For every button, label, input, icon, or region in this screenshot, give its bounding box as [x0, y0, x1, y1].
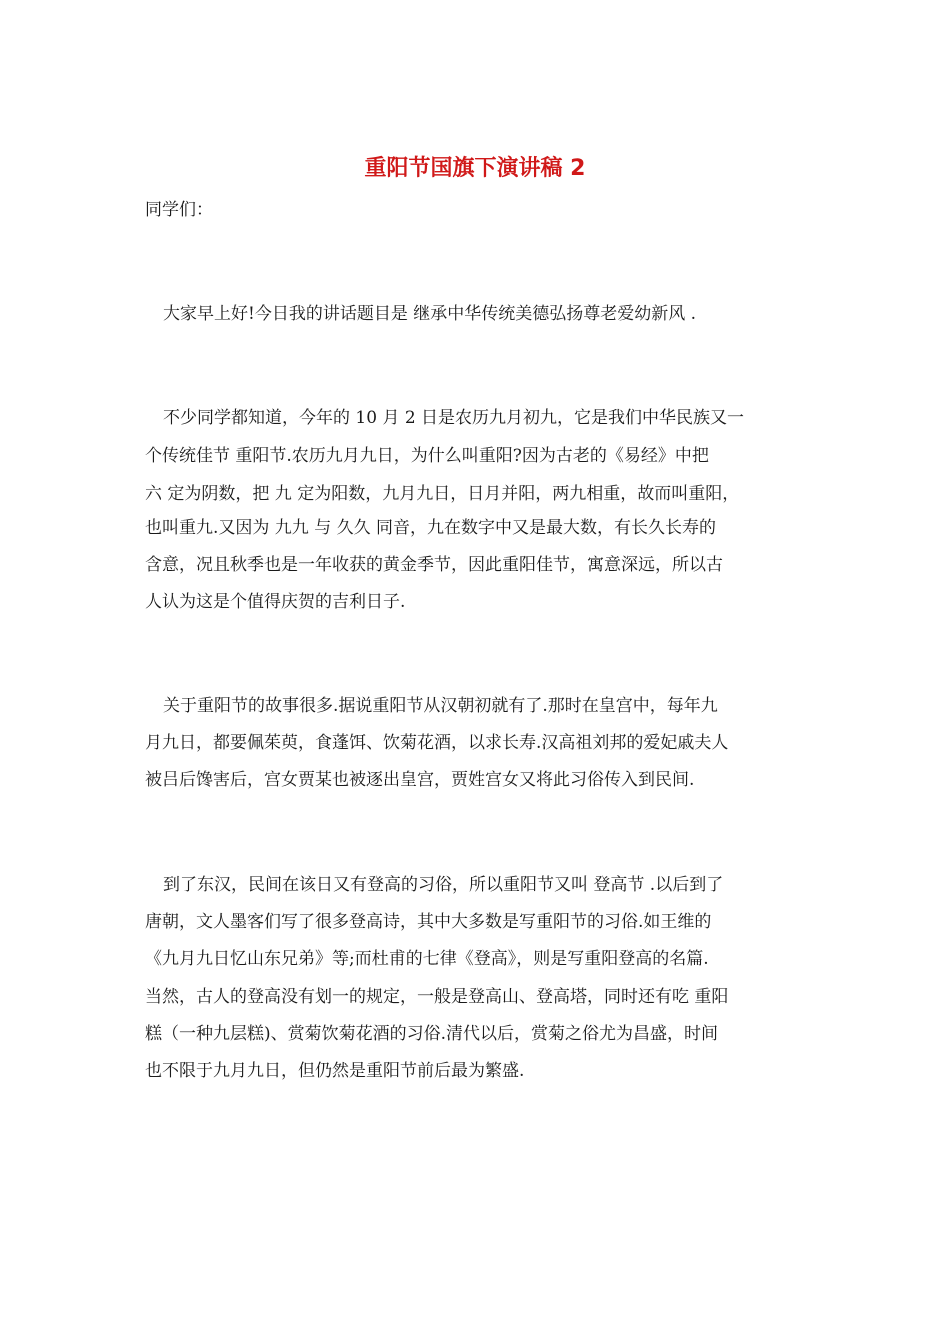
paragraph-3-line-2: 月九日，都要佩茱萸，食蓬饵、饮菊花酒，以求长寿.汉高祖刘邦的爱妃戚夫人: [145, 733, 729, 753]
paragraph-4-line-4: 当然，古人的登高没有划一的规定，一般是登高山、登高塔，同时还有吃 重阳: [145, 987, 729, 1007]
paragraph-4-line-3: 《九月九日忆山东兄弟》等;而杜甫的七律《登高》，则是写重阳登高的名篇.: [145, 949, 709, 969]
paragraph-2-line-6: 人认为这是个值得庆贺的吉利日子.: [145, 592, 406, 612]
paragraph-3-line-3: 被吕后馋害后，宫女贾某也被逐出皇宫，贾姓宫女又将此习俗传入到民间.: [145, 770, 695, 790]
paragraph-2-line-2: 个传统佳节 重阳节.农历九月九日，为什么叫重阳?因为古老的《易经》中把: [145, 446, 709, 466]
paragraph-4-line-6: 也不限于九月九日，但仍然是重阳节前后最为繁盛.: [145, 1061, 525, 1081]
salutation: 同学们：: [145, 200, 213, 220]
paragraph-2-line-5: 含意，况且秋季也是一年收获的黄金季节，因此重阳佳节，寓意深远，所以古: [145, 555, 723, 575]
paragraph-4-line-2: 唐朝，文人墨客们写了很多登高诗，其中大多数是写重阳节的习俗.如王维的: [145, 912, 712, 932]
paragraph-4-line-5: 糕（一种九层糕)、赏菊饮菊花酒的习俗.清代以后，赏菊之俗尤为昌盛，时间: [145, 1024, 719, 1044]
paragraph-3-line-1: 关于重阳节的故事很多.据说重阳节从汉朝初就有了.那时在皇宫中，每年九: [163, 696, 718, 716]
paragraph-2-line-4: 也叫重九.又因为 九九 与 久久 同音，九在数字中又是最大数，有长久长寿的: [145, 518, 717, 538]
paragraph-1-line-1: 大家早上好!今日我的讲话题目是 继承中华传统美德弘扬尊老爱幼新风 .: [163, 304, 697, 324]
document-title: 重阳节国旗下演讲稿 2: [364, 156, 586, 181]
paragraph-4-line-1: 到了东汉，民间在该日又有登高的习俗，所以重阳节又叫 登高节 .以后到了: [163, 875, 724, 895]
paragraph-2-line-1: 不少同学都知道，今年的 10 月 2 日是农历九月初九，它是我们中华民族又一: [163, 408, 745, 428]
paragraph-2-line-3: 六 定为阴数，把 九 定为阳数，九月九日，日月并阳，两九相重，故而叫重阳，: [145, 484, 740, 504]
